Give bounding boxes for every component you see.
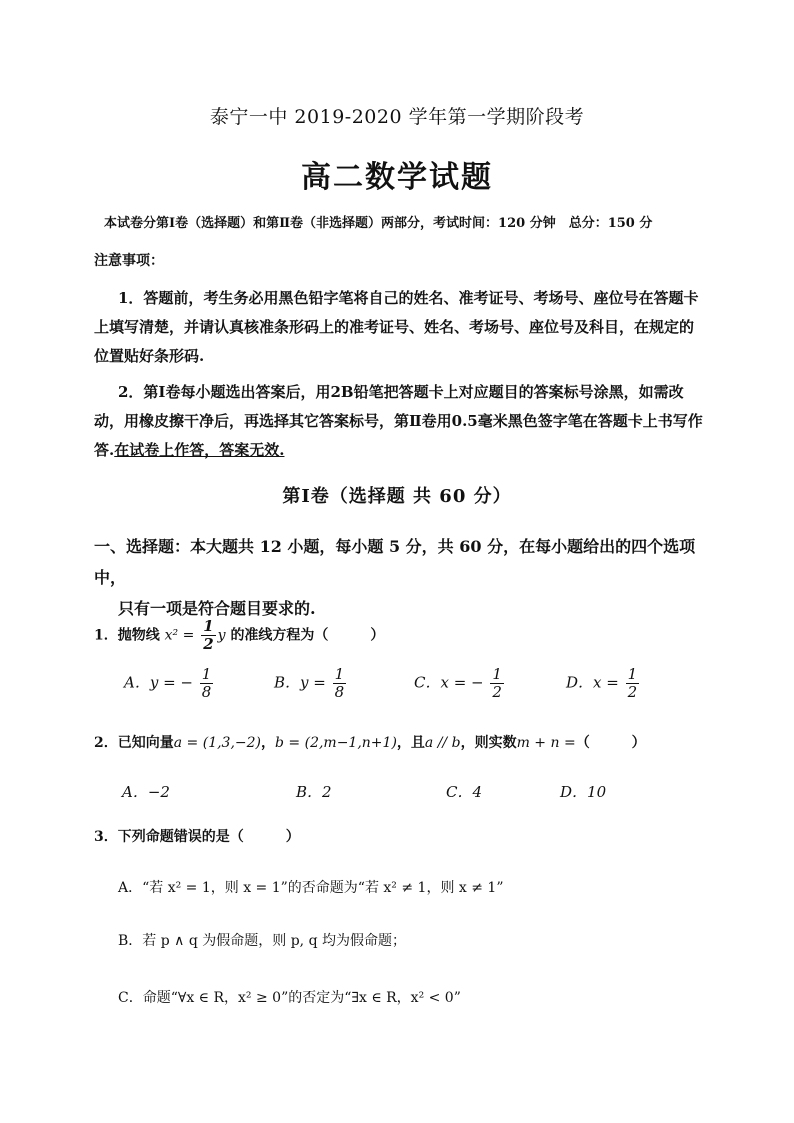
q2-text-2: ，且	[396, 735, 425, 751]
notice-item-2-underlined: 在试卷上作答，答案无效.	[114, 441, 285, 459]
q1-option-c	[414, 666, 506, 701]
q2-text-4: （ ）	[575, 735, 646, 751]
q2-option-d: D．10	[560, 783, 607, 801]
question-3: 3．下列命题错误的是（ ）	[94, 829, 300, 845]
q1-option-d-label: D．x =	[566, 673, 619, 692]
q1-option-a-num: 1	[201, 665, 212, 683]
q2-text-3: ，则实数	[460, 735, 517, 751]
q1-option-b-num: 1	[334, 665, 345, 683]
q1-option-d-num: 1	[627, 665, 638, 683]
q3-option-a: A．“若 x² = 1，则 x = 1”的否命题为“若 x² ≠ 1，则 x ≠ 1”	[118, 880, 504, 896]
q1-option-d-den: 2	[627, 683, 638, 701]
notice-item-2-text: 2．第Ⅰ卷每小题选出答案后，用2B铅笔把答题卡上对应题目的答案标号涂黑，如需改动，用橡皮擦干净后，再选择其它答案标号，第Ⅱ卷用0.5毫米黑色签字笔在答题卡上书写作答.	[94, 383, 703, 459]
q2-option-c: C．4	[446, 783, 483, 801]
question-1	[94, 618, 384, 653]
q1-option-c-den: 2	[492, 683, 502, 701]
section-title: 第Ⅰ卷（选择题 共 60 分）	[282, 486, 512, 507]
section-instructions-line-2: 只有一项是符合题目要求的.	[118, 599, 316, 618]
notice-item-2	[94, 378, 706, 465]
q2-vector-b: b = (2,m−1,n+1)	[275, 735, 397, 751]
q1-option-a	[124, 666, 215, 701]
notice-heading: 注意事项：	[94, 253, 164, 269]
q1-option-d-frac	[626, 666, 640, 701]
section-instructions-line-1: 一、选择题：本大题共 12 小题，每小题 5 分，共 60 分，在每小题给出的四个选项中，	[94, 537, 696, 587]
q1-option-d	[566, 666, 641, 701]
q2-comma: ，	[261, 735, 276, 751]
q1-eq-var: y	[217, 627, 226, 644]
q2-text-1: 2．已知向量	[94, 735, 174, 751]
question-2	[94, 732, 646, 752]
notice-item-1: 1．答题前，考生务必用黑色铅字笔将自己的姓名、准考证号、考场号、座位号在答题卡上填写清楚，并请认真核准条形码上的准考证号、姓名、考场号、座位号及科目，在规定的位置贴好条形码.	[94, 289, 699, 365]
q3-option-b: B．若 p ∧ q 为假命题，则 p, q 均为假命题；	[118, 933, 406, 949]
q1-fraction	[201, 618, 215, 653]
q1-option-b-frac	[333, 666, 347, 701]
q1-option-a-label: A．y = −	[124, 673, 193, 692]
section-instructions	[94, 531, 714, 624]
q1-frac-num: 1	[203, 617, 214, 635]
q1-suffix: 的准线方程为（ ）	[230, 627, 385, 644]
q3-option-c: C．命题“∀x ∈ R，x² ≥ 0”的否定为“∃x ∈ R，x² < 0”	[118, 990, 461, 1006]
q1-option-b-label: B．y =	[274, 673, 326, 692]
q2-option-b: B．2	[296, 783, 332, 801]
q1-frac-den: 2	[203, 635, 214, 653]
exam-header: 泰宁一中 2019-2020 学年第一学期阶段考	[209, 106, 585, 128]
page-title: 高二数学试题	[301, 160, 493, 195]
exam-info: 本试卷分第Ⅰ卷（选择题）和第Ⅱ卷（非选择题）两部分，考试时间：120 分钟 总分：150 分	[104, 216, 653, 231]
q1-option-c-num: 1	[492, 665, 502, 683]
q2-option-a: A．−2	[122, 783, 170, 801]
q2-vector-a: a = (1,3,−2)	[173, 735, 262, 751]
q2-parallel: a // b	[424, 735, 461, 751]
q2-expr: m + n =	[516, 735, 576, 751]
q1-prefix: 1．抛物线	[94, 627, 160, 644]
q1-option-a-frac	[200, 666, 214, 701]
q1-option-c-frac	[490, 666, 504, 701]
q1-option-c-label: C．x = −	[414, 673, 484, 692]
q1-option-a-den: 8	[201, 683, 212, 701]
q1-option-b	[274, 666, 348, 701]
q1-eq-lhs: x² =	[164, 627, 195, 644]
q1-option-b-den: 8	[334, 683, 345, 701]
